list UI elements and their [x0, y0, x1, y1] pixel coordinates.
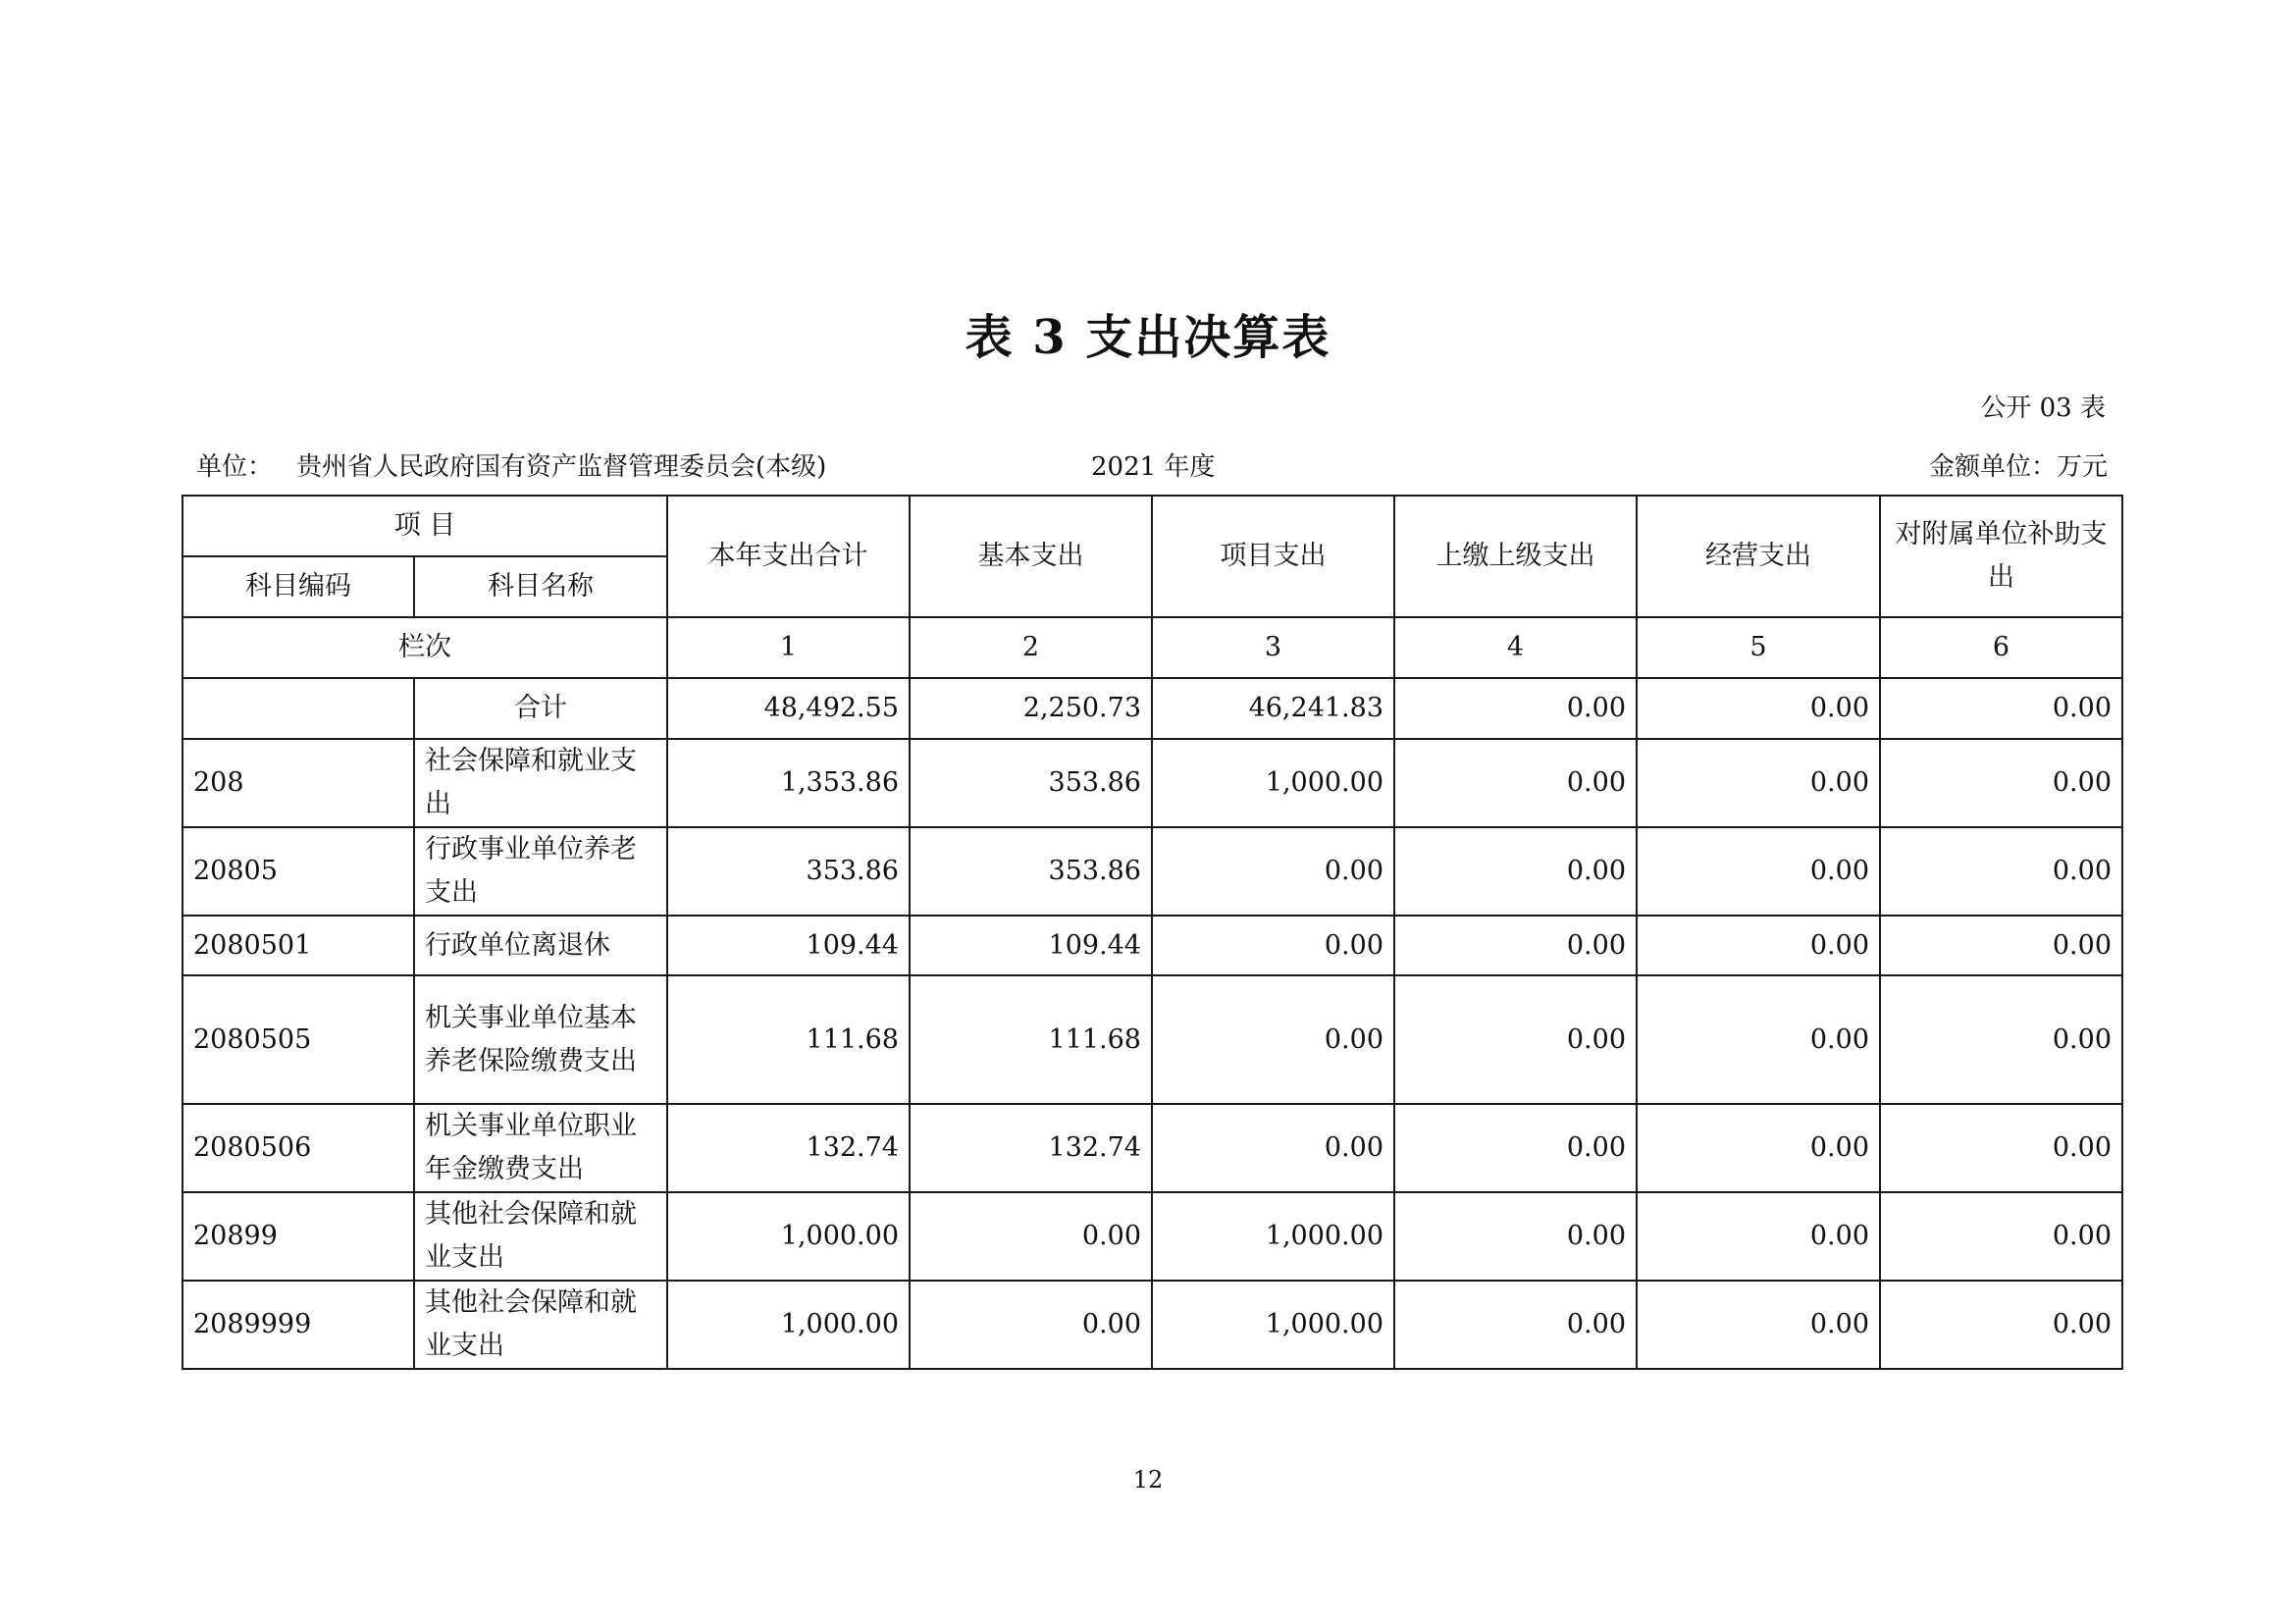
document-title: 表 3 支出决算表 — [965, 310, 1331, 365]
currency-unit: 金额单位：万元 — [1928, 452, 2108, 482]
amount-cell: 0.00 — [1637, 1192, 1880, 1281]
amount-cell: 353.86 — [910, 739, 1152, 827]
form-number: 公开 03 表 — [1980, 393, 2106, 423]
amount-cell: 0.00 — [1394, 739, 1637, 827]
amount-cell: 111.68 — [910, 975, 1152, 1104]
index-cell: 6 — [1880, 617, 2122, 678]
table-row — [183, 1281, 2122, 1369]
header-row-1 — [183, 496, 2122, 556]
table-body — [183, 496, 2122, 1369]
amount-cell: 0.00 — [1152, 916, 1394, 975]
total-row — [183, 678, 2122, 739]
index-cell: 3 — [1152, 617, 1394, 678]
subject-name: 机关事业单位职业年金缴费支出 — [414, 1104, 667, 1192]
total-code-cell — [183, 678, 414, 739]
amount-cell: 0.00 — [1880, 827, 2122, 916]
amount-cell: 0.00 — [1152, 827, 1394, 916]
subject-code: 20805 — [183, 827, 414, 916]
index-label: 栏次 — [183, 617, 667, 678]
amount-cell: 0.00 — [1880, 975, 2122, 1104]
table-row — [183, 1104, 2122, 1192]
header-col-1: 本年支出合计 — [667, 496, 910, 617]
amount-cell: 0.00 — [1880, 916, 2122, 975]
amount-cell: 1,000.00 — [667, 1192, 910, 1281]
header-col-2: 基本支出 — [910, 496, 1152, 617]
amount-cell: 0.00 — [1637, 827, 1880, 916]
subject-name: 行政单位离退休 — [414, 916, 667, 975]
amount-cell: 0.00 — [1152, 975, 1394, 1104]
amount-cell: 0.00 — [1394, 1104, 1637, 1192]
header-name: 科目名称 — [414, 556, 667, 617]
index-cell: 4 — [1394, 617, 1637, 678]
index-cell: 1 — [667, 617, 910, 678]
unit-name: 贵州省人民政府国有资产监督管理委员会(本级) — [296, 452, 827, 482]
table-row — [183, 916, 2122, 975]
subject-code: 2080506 — [183, 1104, 414, 1192]
subject-code: 2080505 — [183, 975, 414, 1104]
header-col-3: 项目支出 — [1152, 496, 1394, 617]
amount-cell: 0.00 — [1394, 827, 1637, 916]
amount-cell: 353.86 — [667, 827, 910, 916]
amount-cell: 0.00 — [1637, 916, 1880, 975]
amount-cell: 111.68 — [667, 975, 910, 1104]
total-value: 0.00 — [1880, 678, 2122, 739]
amount-cell: 1,000.00 — [1152, 1281, 1394, 1369]
table-row — [183, 827, 2122, 916]
index-cell: 2 — [910, 617, 1152, 678]
subject-name: 其他社会保障和就业支出 — [414, 1192, 667, 1281]
amount-cell: 1,000.00 — [1152, 739, 1394, 827]
amount-cell: 0.00 — [1394, 975, 1637, 1104]
amount-cell: 132.74 — [667, 1104, 910, 1192]
header-item: 项 目 — [183, 496, 667, 556]
page-number: 12 — [1132, 1466, 1164, 1493]
amount-cell: 0.00 — [1637, 1104, 1880, 1192]
amount-cell: 0.00 — [1394, 916, 1637, 975]
reporting-unit — [196, 446, 826, 483]
unit-label: 单位： — [196, 452, 274, 482]
amount-cell: 109.44 — [910, 916, 1152, 975]
amount-cell: 0.00 — [1637, 975, 1880, 1104]
amount-cell: 0.00 — [1394, 1192, 1637, 1281]
subject-name: 其他社会保障和就业支出 — [414, 1281, 667, 1369]
expenditure-table — [182, 495, 2123, 1370]
amount-cell: 0.00 — [1880, 739, 2122, 827]
subject-code: 208 — [183, 739, 414, 827]
amount-cell: 109.44 — [667, 916, 910, 975]
amount-cell: 1,000.00 — [667, 1281, 910, 1369]
header-col-6: 对附属单位补助支出 — [1880, 496, 2122, 617]
total-value: 2,250.73 — [910, 678, 1152, 739]
amount-cell: 1,353.86 — [667, 739, 910, 827]
header-col-5: 经营支出 — [1637, 496, 1880, 617]
amount-cell: 0.00 — [910, 1192, 1152, 1281]
subject-code: 2080501 — [183, 916, 414, 975]
total-value: 46,241.83 — [1152, 678, 1394, 739]
table-row — [183, 739, 2122, 827]
amount-cell: 0.00 — [1637, 1281, 1880, 1369]
total-value: 0.00 — [1394, 678, 1637, 739]
amount-cell: 0.00 — [1880, 1281, 2122, 1369]
report-meta — [196, 446, 2108, 486]
index-row — [183, 617, 2122, 678]
subject-code: 2089999 — [183, 1281, 414, 1369]
amount-cell: 0.00 — [1880, 1104, 2122, 1192]
total-value: 48,492.55 — [667, 678, 910, 739]
subject-code: 20899 — [183, 1192, 414, 1281]
subject-name: 社会保障和就业支出 — [414, 739, 667, 827]
total-value: 0.00 — [1637, 678, 1880, 739]
header-col-4: 上缴上级支出 — [1394, 496, 1637, 617]
table-row — [183, 975, 2122, 1104]
amount-cell: 0.00 — [1880, 1192, 2122, 1281]
amount-cell: 353.86 — [910, 827, 1152, 916]
amount-cell: 1,000.00 — [1152, 1192, 1394, 1281]
amount-cell: 132.74 — [910, 1104, 1152, 1192]
subject-name: 机关事业单位基本养老保险缴费支出 — [414, 975, 667, 1104]
amount-cell: 0.00 — [1152, 1104, 1394, 1192]
total-label: 合计 — [414, 678, 667, 739]
index-cell: 5 — [1637, 617, 1880, 678]
amount-cell: 0.00 — [910, 1281, 1152, 1369]
subject-name: 行政事业单位养老支出 — [414, 827, 667, 916]
table-row — [183, 1192, 2122, 1281]
amount-cell: 0.00 — [1637, 739, 1880, 827]
amount-cell: 0.00 — [1394, 1281, 1637, 1369]
fiscal-year: 2021 年度 — [1091, 452, 1216, 482]
header-code: 科目编码 — [183, 556, 414, 617]
